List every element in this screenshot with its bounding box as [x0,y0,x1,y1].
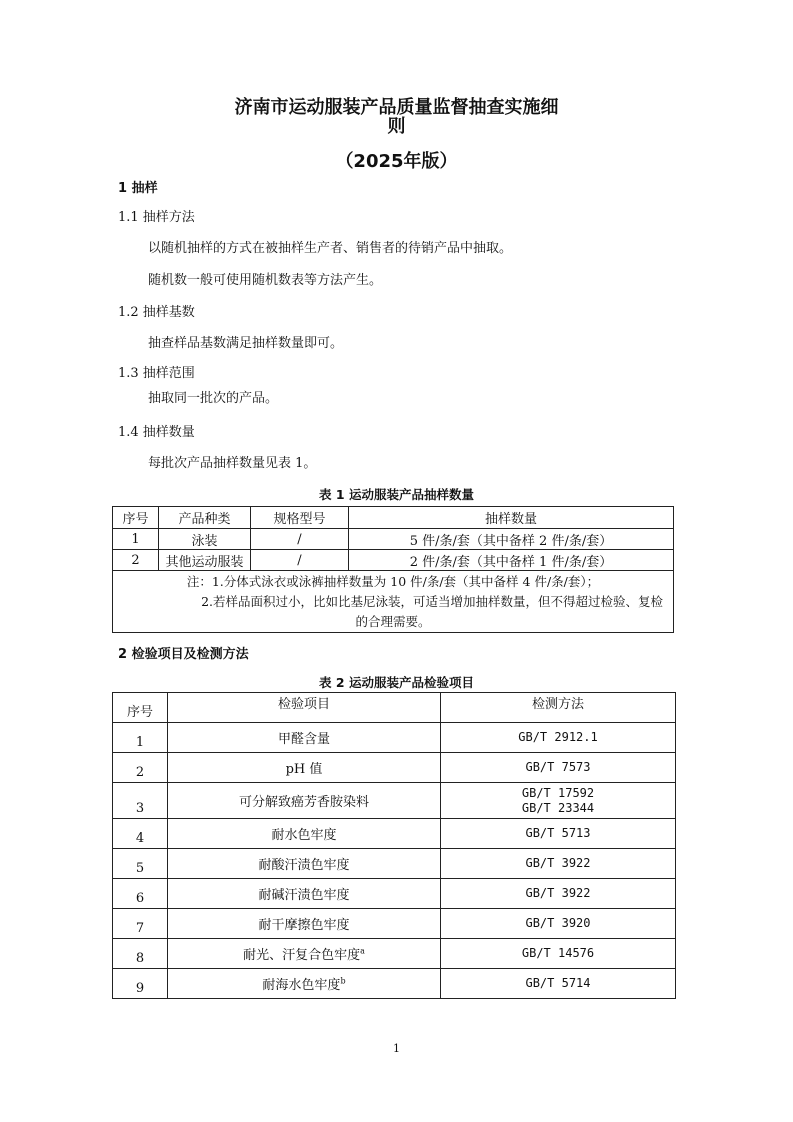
table2-method [441,909,676,939]
s1-1-heading: 1.1 抽样方法 [118,210,195,225]
table2-method [441,849,676,879]
table2-header: 序号 [113,693,168,723]
table2-method-text: GB/T 7573 [525,760,591,774]
table1-header: 规格型号 [251,507,349,529]
section2-heading: 2 检验项目及检测方法 [118,647,249,662]
table2-item-text: 耐碱汗渍色牢度 [258,888,350,903]
table2-method-text: GB/T 3920 [525,916,591,930]
table2-item-text: pH 值 [285,762,323,777]
table2-no: 7 [113,909,168,939]
table2-item-text: 耐酸汗渍色牢度 [258,858,350,873]
table1-note-line3: 的合理需要。 [355,613,431,629]
table1-cell: 泳装 [159,529,251,550]
table2-method [441,723,676,753]
table2-method [441,753,676,783]
table-row [113,783,676,819]
table1-note-line2: 2.若样品面积过小，比如比基尼泳装，可适当增加抽样数量，但不得超过检验、复检 [201,593,663,609]
table2-method [441,969,676,999]
table1-note-line1: 注：1.分体式泳衣或泳裤抽样数量为 10 件/条/套（其中备样 4 件/条/套）； [186,573,600,589]
s1-3-heading: 1.3 抽样范围 [118,366,195,381]
table2-method-text: GB/T 23344 [521,800,595,815]
table1-note-row [113,571,674,633]
table2-item-text: 耐水色牢度 [271,828,337,843]
table2-item-text: 耐海水色牢度 [262,978,341,993]
table2-method [441,879,676,909]
s1-1-para1: 以随机抽样的方式在被抽样生产者、销售者的待销产品中抽取。 [148,241,513,256]
table2-method-text: GB/T 17592 [521,785,595,800]
footnote-marker: b [340,976,346,986]
table1-cell: 2 件/条/套（其中备样 1 件/条/套） [349,550,674,571]
table2-item [168,849,441,879]
table1-header: 序号 [113,507,159,529]
table2-item-text: 耐干摩擦色牢度 [258,918,350,933]
table1-cell: 1 [113,529,159,550]
table-row [113,939,676,969]
table-row [113,909,676,939]
table1-cell: 5 件/条/套（其中备样 2 件/条/套） [349,529,674,550]
table2-method [441,783,676,819]
table2-method [441,939,676,969]
s1-2-para: 抽查样品基数满足抽样数量即可。 [148,336,344,351]
footnote-marker: a [360,946,365,956]
table2-item [168,879,441,909]
table2-item [168,939,441,969]
table-row [113,819,676,849]
table2-header: 检测方法 [441,693,676,723]
table1-note [113,571,674,633]
table2-method-text: GB/T 3922 [525,856,591,870]
table-row [113,849,676,879]
table2-header: 检验项目 [168,693,441,723]
table2-item [168,723,441,753]
table2-item-text: 甲醛含量 [277,732,330,747]
table2-no: 5 [113,849,168,879]
table2-no: 1 [113,723,168,753]
page-number: 1 [393,1042,400,1055]
table2-no: 3 [113,783,168,819]
table-row [113,969,676,999]
table-row [113,550,674,571]
table2-method-text: GB/T 14576 [521,946,595,960]
table2-method-text: GB/T 5714 [525,976,591,990]
s1-4-para: 每批次产品抽样数量见表 1。 [148,456,317,471]
table2-item-text: 可分解致癌芳香胺染料 [238,795,369,810]
table1-cell: 2 [113,550,159,571]
section1-heading: 1 抽样 [118,181,158,196]
table2-item [168,969,441,999]
table2-caption: 表 2 运动服装产品检验项目 [319,675,474,690]
table1-cell: / [251,550,349,571]
table2-no: 6 [113,879,168,909]
table2-item [168,819,441,849]
table2-method-text: GB/T 2912.1 [518,730,598,744]
table2-no: 4 [113,819,168,849]
table1-header-row [113,507,674,529]
s1-1-para2: 随机数一般可使用随机数表等方法产生。 [148,273,383,288]
table2-item [168,909,441,939]
table1 [112,506,674,633]
doc-edition: （2025年版） [335,151,458,172]
table2-method-text: GB/T 3922 [525,886,591,900]
table-row [113,879,676,909]
table1-header: 抽样数量 [349,507,674,529]
table-row [113,529,674,550]
doc-title-line1: 济南市运动服装产品质量监督抽查实施细 [234,97,559,118]
table2-method [441,819,676,849]
table1-caption: 表 1 运动服装产品抽样数量 [319,487,474,502]
table2-item [168,753,441,783]
table1-cell: / [251,529,349,550]
table2-item [168,783,441,819]
table2-no: 9 [113,969,168,999]
s1-4-heading: 1.4 抽样数量 [118,425,195,440]
table2 [112,692,676,999]
doc-title-line2: 则 [387,116,406,137]
table2-header-row [113,693,676,723]
s1-3-para: 抽取同一批次的产品。 [148,391,279,406]
table-row [113,723,676,753]
table-row [113,753,676,783]
s1-2-heading: 1.2 抽样基数 [118,305,195,320]
table2-method-text: GB/T 5713 [525,826,591,840]
table2-item-text: 耐光、汗复合色牢度 [243,948,361,963]
table2-no: 8 [113,939,168,969]
table1-header: 产品种类 [159,507,251,529]
table2-no: 2 [113,753,168,783]
table1-cell: 其他运动服装 [159,550,251,571]
